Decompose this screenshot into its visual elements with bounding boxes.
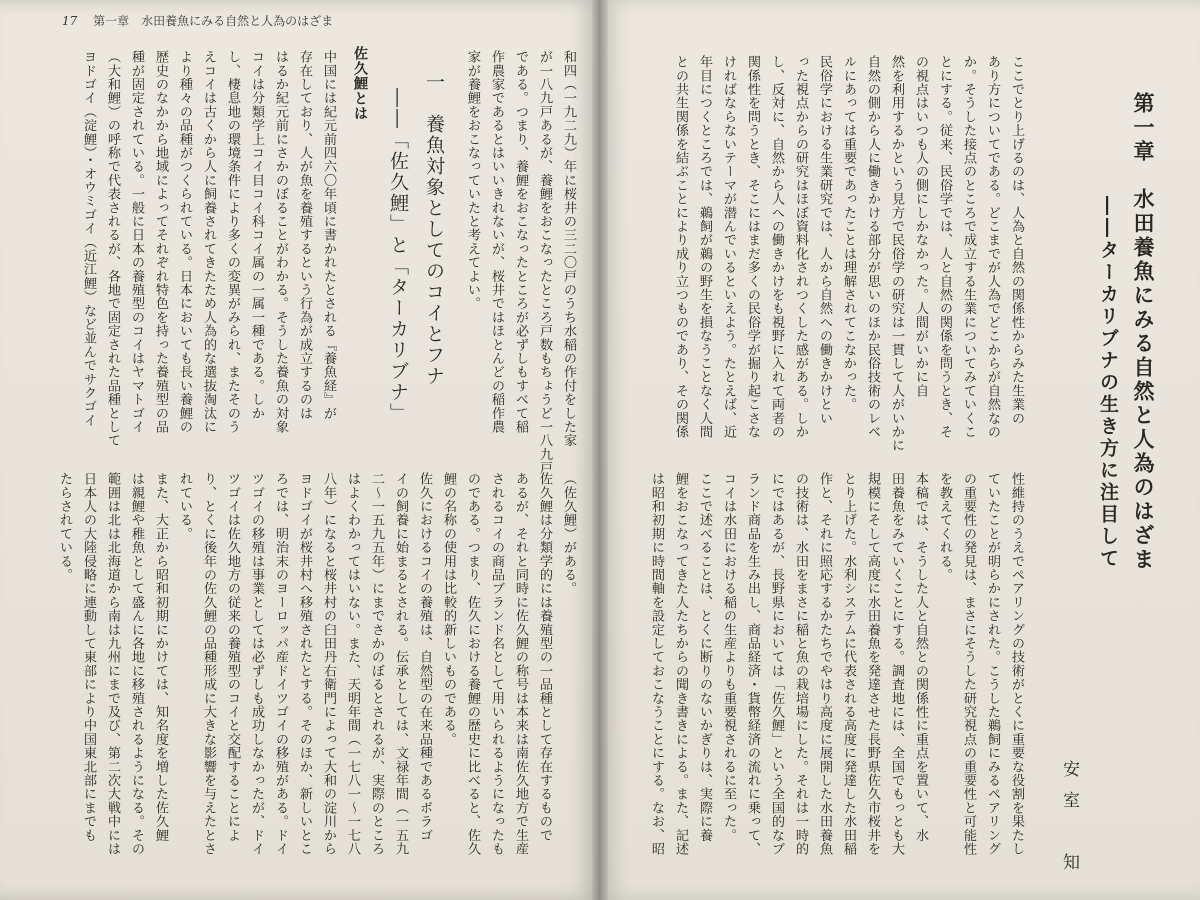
text-line: し、棲息地の環境条件により多くの変異がみられ、またそのう (225, 50, 240, 434)
text-line: 佐久におけるコイの養殖は、自然型の在来品種であるボラゴ (417, 472, 432, 842)
text-line: は昭和初期に時間軸を設定しておこなうことにする。なお、昭 (649, 472, 664, 856)
right-top-block (668, 55, 1028, 460)
text-line: とり上げた。水利システムに代表される高度に発達した水田稲 (841, 472, 856, 856)
text-line: ヨドゴイ（淀鯉）・オウミゴイ（近江鯉）など並んでサクゴイ (81, 50, 96, 427)
text-line: 規模にそして高度に水田養魚を発達させた長野県佐久市桜井を (865, 472, 880, 856)
text-line: 歴史のなかから地域によってそれぞれ特色を持った養殖型の品 (153, 50, 168, 434)
text-line: の視点はいつも人の側にしかなかった。人間がいかに自 (913, 55, 928, 398)
text-line: また、大正から昭和初期にかけては、知名度を増した佐久鯉 (153, 472, 168, 842)
text-line: はるか紀元前にさかのぼることがわかる。そうした養魚の対象 (273, 50, 288, 434)
right-page (600, 0, 1200, 900)
text-line: 自然の側から人に働きかける部分が思いのほか民俗技術のレベ (865, 55, 880, 439)
text-line: ここでとり上げるのは、人為と自然の関係性からみた生業の (1009, 55, 1024, 425)
text-line: 年目につくところでは、鵜飼が鵜の野生を損なうことなく人間 (697, 55, 712, 439)
text-line: 作農家であるとはいいきれないが、桜井ではほとんどの稲作農 (489, 50, 504, 434)
text-line: 範囲は北は北海道から南は九州にまで及び、第二次大戦中には (105, 472, 120, 856)
left-bottom-block (52, 472, 580, 887)
text-line: 和四（一九二九）年に桜井の三二〇戸のうち水稲の作付をした家 (561, 50, 576, 448)
text-line: の技術は、水田をまさに稲と魚の栽培場にした。それは一時的 (793, 472, 808, 856)
text-line: ていたことが明らかにされた。こうした鵜飼にみるペアリング (985, 472, 1000, 856)
text-line: イの飼養に始まるとされる。伝承としては、文禄年間（一五九 (393, 472, 408, 856)
text-line: し、反対に、自然から人への働きかけをも視野に入れて両者の (769, 55, 784, 439)
text-line: 作と、それに照応するかたちでやはり高度に展開した水田養魚 (817, 472, 832, 856)
text-line: 性維持のうえでペアリングの技術がとくに重要な役割を果たし (1009, 472, 1024, 856)
text-line: ツゴイは佐久地方の従来の養殖型のコイと交配することによ (225, 472, 240, 842)
text-line: 民俗学における生業研究では、人から自然への働きかけとい (817, 55, 832, 425)
text-line: を教えてくれる。 (937, 472, 952, 582)
text-line: 中国には紀元前四六〇年頃に書かれたとされる『養魚経』が (321, 50, 336, 420)
text-line: 佐久鯉は分類学的には養殖型の一品種として存在するもので (537, 472, 552, 842)
running-header-text: 第一章 水田養魚にみる自然と人為のはざま (93, 14, 334, 28)
left-top-left-block (76, 50, 340, 460)
text-line: 存在しており、人が魚を養殖するという行為が成立するのは (297, 50, 312, 420)
book-gutter (592, 0, 608, 900)
author-name: 安室 知 (1059, 760, 1079, 884)
text-line: 鯉をおこなってきた人たちからの聞き書きによる。また、記述 (673, 472, 688, 856)
right-bottom-block (644, 472, 1028, 887)
text-line: とにする。従来、民俗学では、人と自然の関係を問うとき、そ (937, 55, 952, 439)
text-line: 田養魚をみていくことにする。調査地には、全国でもっとも大 (889, 472, 904, 856)
text-line: が一八九戸あるが、養鯉をおこなったところ戸数もちょうど一八九戸 (537, 50, 552, 475)
page-number: 17 (62, 14, 78, 28)
text-line: にではあるが、長野県においては「佐久鯉」という全国的なブ (769, 472, 784, 856)
text-line: か。そうした接点のところで成立する生業についてみていくこ (961, 55, 976, 439)
text-line: より種々の品種がつくられている。日本においても長い養鯉の (177, 50, 192, 434)
text-line: った視点からの研究はほぼ資料化されつくした感がある。しか (793, 55, 808, 439)
text-line: 関係性を問うとき、そこにはまだ多くの民俗学が掘り起こさな (745, 55, 760, 439)
text-line: 八年）になると桜井村の臼田丹右衛門によって大和の淀川から (321, 472, 336, 856)
text-line: り、とくに後年の佐久鯉の品種形成に大きな影響を与えたとさ (201, 472, 216, 856)
text-line: れている。 (177, 472, 192, 541)
text-line: のである。つまり、佐久における養鯉の歴史に比べると、佐久 (465, 472, 480, 856)
chapter-subtitle: ――ターカリブナの生き方に注目して (1097, 196, 1119, 570)
text-line: ツゴイの移殖は事業としては必ずしも成功しなかったが、ドイ (249, 472, 264, 856)
text-line: 然を利用するかという見方で民俗学の研究は一貫して人がいかに (889, 55, 904, 453)
section-heading-1: 一 養魚対象としてのコイとフナ (423, 72, 445, 387)
text-line: えコイは古くから人に飼養されてきたため人為的な選抜淘汰に (201, 50, 216, 434)
text-line: 家が養鯉をおこなっていたと考えてよい。 (465, 50, 480, 311)
text-line: ルにあっては重要であったことは理解されてこなかった。 (841, 55, 856, 412)
text-line: である。つまり、養鯉をおこなったところが必ずしもすべて稲 (513, 50, 528, 434)
text-line: （佐久鯉）がある。 (561, 472, 576, 596)
text-line: （大和鯉）の呼称で代表されるが、各地で固定された品種として (105, 50, 120, 448)
text-line: の重要性の発見は、まさにそうした研究視点の重要性と可能性 (961, 472, 976, 856)
text-line: ければならないテーマが潜んでいるといえよう。たとえば、近 (721, 55, 736, 439)
text-line: は親鯉や稚魚として盛んに各地に移殖されるようになる。その (129, 472, 144, 856)
text-line: コイは分類学上コイ目コイ科コイ属の一属一種である。しか (249, 50, 264, 420)
text-line: コイは水田における稲の生産よりも重要視されるに至った。 (721, 472, 736, 842)
text-line: 二～一五九五年）にまでさかのぼるとされるが、実際のところ (369, 472, 384, 856)
text-line: 鯉の名称の使用は比較的新しいものである。 (441, 472, 456, 746)
text-line: されるコイの商品ブランド名として用いられるようになったも (489, 472, 504, 856)
text-line: との共生関係を結ぶことにより成り立つものであり、その関係 (673, 55, 688, 439)
text-line: はよくわかってはいない。また、天明年間（一七八一～一七八 (345, 472, 360, 856)
left-top-right-block (460, 50, 580, 475)
text-line: 種が固定されている。一般に日本の養殖型のコイはヤマトゴイ (129, 50, 144, 434)
text-line: 本稿では、そうした人と自然との関係性に重点を置いて、水 (913, 472, 928, 842)
text-line: ヨドゴイが桜井村へ移殖されたとする。そのほか、新しいとこ (297, 472, 312, 856)
text-line: あり方についてである。どこまでが人為でどこからが自然なの (985, 55, 1000, 439)
running-header (62, 12, 333, 26)
text-line: ランド商品を生み出し、商品経済・貨幣経済の流れに乗って、 (745, 472, 760, 856)
subheading: 佐久鯉とは (352, 46, 368, 121)
text-line: ここで述べることは、とくに断りのないかぎりは、実際に養 (697, 472, 712, 842)
section-heading-2: ――「佐久鯉」と「ターカリブナ」 (387, 88, 409, 424)
text-line: ろでは、明治末のヨーロッパ産ドイツゴイの移殖がある。ドイ (273, 472, 288, 856)
text-line: 日本人の大陸侵略に連動して東部により中国東北部にまでも (81, 472, 96, 842)
text-line: あるが、それと同時に佐久鯉の称号は本来は南佐久地方で生産 (513, 472, 528, 856)
text-line: たらされている。 (57, 472, 72, 582)
chapter-title: 第一章 水田養魚にみる自然と人為のはざま (1131, 92, 1156, 572)
